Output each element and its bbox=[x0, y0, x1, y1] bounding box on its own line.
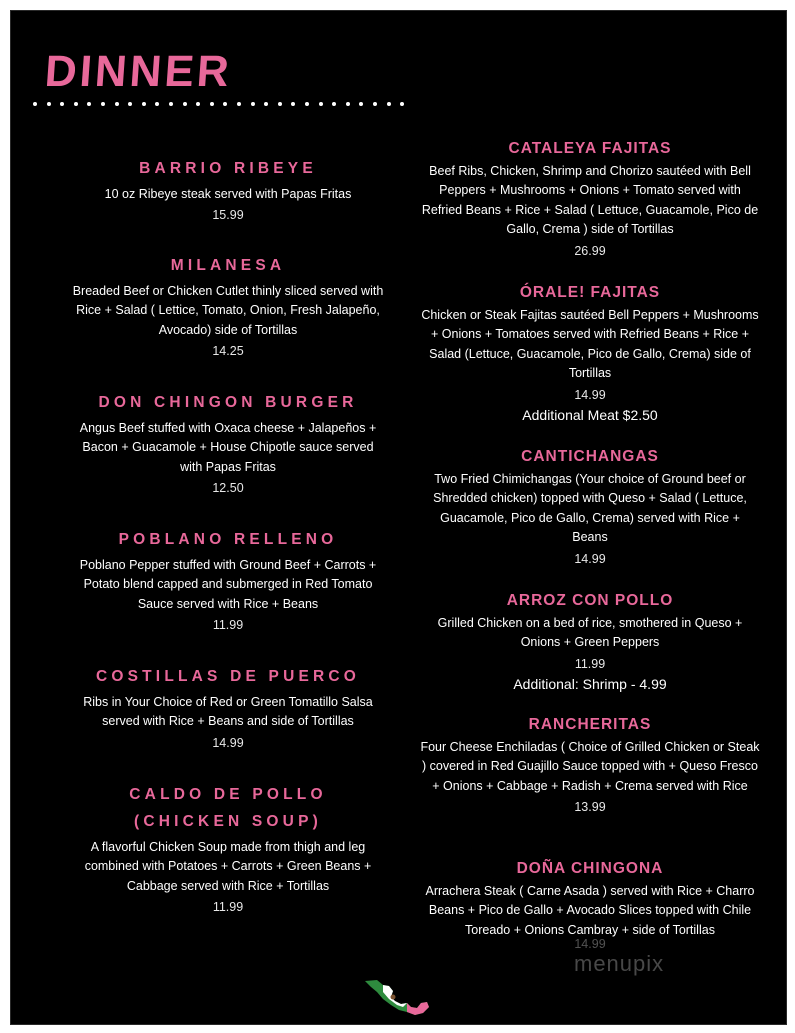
item-description: 10 oz Ribeye steak served with Papas Fritas bbox=[104, 187, 352, 201]
divider-dot bbox=[278, 102, 282, 106]
menu-item-don-chingon-burger bbox=[63, 389, 393, 498]
item-name: CATALEYA FAJITAS bbox=[508, 140, 672, 157]
divider-dot bbox=[183, 102, 187, 106]
mexico-flag-map-icon bbox=[363, 977, 433, 1017]
item-description: Ribs in Your Choice of Red or Green Tomatillo Salsa served with Rice + Beans and side of Tortillas bbox=[83, 695, 373, 729]
item-description: Grilled Chicken on a bed of rice, smothered in Queso + Onions + Green Peppers bbox=[437, 616, 743, 650]
item-price: 13.99 bbox=[574, 800, 606, 815]
divider-dot bbox=[400, 102, 404, 106]
item-name: CALDO DE POLLO bbox=[129, 786, 327, 803]
item-description: Chicken or Steak Fajitas sautéed Bell Peppers + Mushrooms + Onions + Tomatoes served with Refried Beans + Rice + Salad (Lettuce, Guacamole, Pico de Gallo, Crema) side of Tortillas bbox=[421, 308, 759, 381]
item-price: 14.99 bbox=[574, 387, 606, 402]
divider-dot bbox=[101, 102, 105, 106]
item-name: MILANESA bbox=[170, 257, 286, 274]
item-extra: Additional Meat $2.50 bbox=[522, 406, 658, 423]
item-description: Angus Beef stuffed with Oxaca cheese + Jalapeños + Bacon + Guacamole + House Chipotle sauce served with Papas Fritas bbox=[79, 421, 377, 474]
divider-dot bbox=[223, 102, 227, 106]
item-name: BARRIO RIBEYE bbox=[139, 160, 317, 177]
menu-item-barrio-ribeye bbox=[63, 155, 393, 225]
watermark-logo: menupix bbox=[574, 951, 665, 976]
divider-dot bbox=[87, 102, 91, 106]
item-price: 12.50 bbox=[212, 481, 244, 496]
divider-dot bbox=[237, 102, 241, 106]
divider-dot bbox=[210, 102, 214, 106]
divider-dot bbox=[142, 102, 146, 106]
divider-dot bbox=[305, 102, 309, 106]
menu-item-arroz-con-pollo bbox=[413, 591, 767, 694]
item-price: 11.99 bbox=[212, 618, 244, 633]
item-name: ÓRALE! FAJITAS bbox=[519, 284, 661, 301]
divider-dot bbox=[47, 102, 51, 106]
item-description: Beef Ribs, Chicken, Shrimp and Chorizo sautéed with Bell Peppers + Mushrooms + Onions + Tomato served with Refried Beans + Rice + Salad ( Lettuce, Guacamole, Pico de Gallo, Crema ) side of Tortillas bbox=[421, 164, 759, 237]
divider-dot bbox=[332, 102, 336, 106]
divider-dot bbox=[346, 102, 350, 106]
dotted-divider bbox=[33, 100, 413, 108]
item-name: POBLANO RELLENO bbox=[118, 531, 338, 548]
item-description: A flavorful Chicken Soup made from thigh and leg combined with Potatoes + Carrots + Green Beans + Cabbage served with Rice + Tortillas bbox=[84, 840, 372, 893]
menu-item-caldo-de-pollo bbox=[63, 781, 393, 917]
divider-dot bbox=[264, 102, 268, 106]
divider-dot bbox=[387, 102, 391, 106]
item-price: 11.99 bbox=[574, 656, 606, 671]
item-description: Four Cheese Enchiladas ( Choice of Grilled Chicken or Steak ) covered in Red Guajillo Sauce topped with + Queso Fresco + Onions + Cabbage + Radish + Crema served with Rice bbox=[420, 740, 760, 793]
item-name: COSTILLAS DE PUERCO bbox=[95, 668, 361, 685]
divider-dot bbox=[74, 102, 78, 106]
menu-item-milanesa bbox=[63, 252, 393, 361]
menu-item-poblano-relleno bbox=[63, 526, 393, 635]
item-price: 11.99 bbox=[212, 900, 244, 915]
item-price: 15.99 bbox=[212, 208, 244, 223]
menu-item-cantichangas bbox=[413, 447, 767, 569]
divider-dot bbox=[319, 102, 323, 106]
menu-item-dona-chingona bbox=[413, 859, 767, 954]
item-description: Arrachera Steak ( Carne Asada ) served with Rice + Charro Beans + Pico de Gallo + Avocado Slices topped with Chile Toreado + Onions Cambray + side of Tortillas bbox=[425, 884, 755, 937]
menu-item-orale-fajitas bbox=[413, 283, 767, 425]
divider-dot bbox=[196, 102, 200, 106]
item-price: 14.99 bbox=[574, 937, 606, 952]
item-description: Breaded Beef or Chicken Cutlet thinly sliced served with Rice + Salad ( Lettice, Tomato, Onion, Fresh Jalapeño, Avocado) side of Tortillas bbox=[72, 284, 384, 337]
item-name: RANCHERITAS bbox=[528, 716, 652, 733]
menu-item-rancheritas bbox=[413, 715, 767, 817]
divider-dot bbox=[115, 102, 119, 106]
item-price: 26.99 bbox=[574, 243, 606, 258]
item-price: 14.25 bbox=[212, 344, 244, 359]
divider-dot bbox=[359, 102, 363, 106]
item-description: Poblano Pepper stuffed with Ground Beef + Carrots + Potato blend capped and submerged in Red Tomato Sauce served with Rice + Beans bbox=[79, 558, 377, 611]
menu-item-cataleya-fajitas bbox=[413, 139, 767, 261]
item-name: ARROZ CON POLLO bbox=[506, 592, 674, 609]
item-price: 14.99 bbox=[574, 551, 606, 566]
item-description: Two Fried Chimichangas (Your choice of Ground beef or Shredded chicken) topped with Queso + Salad ( Lettuce, Guacamole, Pico de Gallo, Crema) served with Rice + Beans bbox=[433, 472, 747, 545]
item-name: DOÑA CHINGONA bbox=[516, 860, 664, 877]
divider-dot bbox=[251, 102, 255, 106]
divider-dot bbox=[60, 102, 64, 106]
divider-dot bbox=[373, 102, 377, 106]
item-name: DON CHINGON BURGER bbox=[98, 394, 358, 411]
menu-page bbox=[10, 10, 787, 1025]
item-name: CANTICHANGAS bbox=[521, 448, 659, 465]
item-extra: Additional: Shrimp - 4.99 bbox=[513, 675, 667, 692]
divider-dot bbox=[33, 102, 37, 106]
divider-dot bbox=[169, 102, 173, 106]
item-price: 14.99 bbox=[212, 735, 244, 750]
divider-dot bbox=[128, 102, 132, 106]
divider-dot bbox=[291, 102, 295, 106]
divider-dot bbox=[155, 102, 159, 106]
menu-item-costillas-de-puerco bbox=[63, 663, 393, 753]
page-title: DINNER bbox=[43, 47, 234, 96]
item-name-subtitle: (CHICKEN SOUP) bbox=[134, 813, 322, 830]
